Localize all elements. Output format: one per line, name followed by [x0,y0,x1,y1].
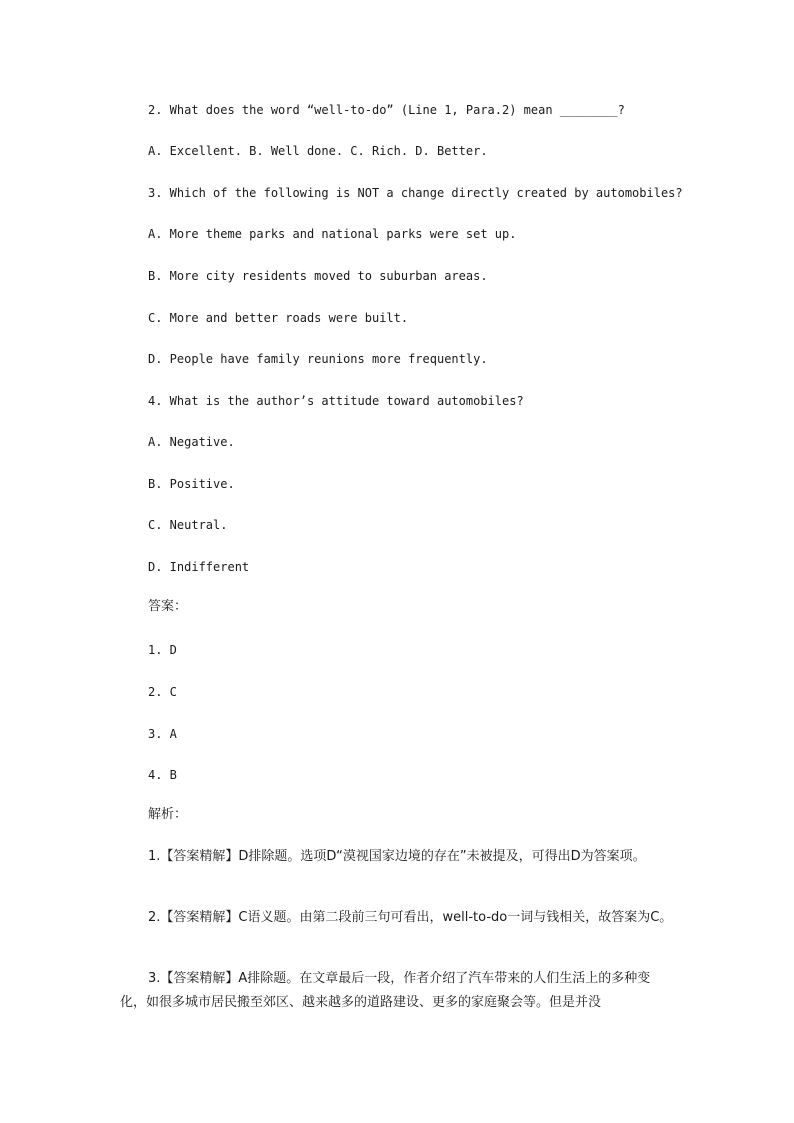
question-3-option-d: D. People have family reunions more frequently. [148,352,488,366]
question-2-options: A. Excellent. B. Well done. C. Rich. D. Better. [148,144,488,158]
question-2-stem: 2. What does the word “well-to-do” (Line 1, Para.2) mean ________? [148,103,625,117]
answer-4: 4. B [148,768,177,782]
answer-1: 1. D [148,643,177,657]
question-3-option-c: C. More and better roads were built. [148,311,409,325]
question-4-option-d: D. Indifferent [148,560,250,574]
question-4-option-b: B. Positive. [148,477,235,491]
question-4-option-c: C. Neutral. [148,518,228,532]
answers-heading: 答案： [148,599,188,614]
analysis-item-3: 3.【答案精解】A排除题。在文章最后一段，作者介绍了汽车带来的人们生活上的多种变化，如很多城市居民搬至郊区、越来越多的道路建设、更多的家庭聚会等。但是并没 [120,971,651,1010]
answer-3: 3. A [148,727,177,741]
question-3-stem: 3. Which of the following is NOT a change directly created by automobiles? [148,186,683,200]
answer-2: 2. C [148,685,177,699]
question-4-stem: 4. What is the author’s attitude toward automobiles? [148,394,524,408]
question-3-option-b: B. More city residents moved to suburban areas. [148,269,488,283]
question-3-option-a: A. More theme parks and national parks were set up. [148,227,517,241]
analysis-item-2: 2.【答案精解】C语义题。由第二段前三句可看出，well-to-do一词与钱相关，故答案为C。 [148,910,673,925]
question-4-option-a: A. Negative. [148,435,235,449]
analysis-item-1: 1.【答案精解】D排除题。选项D“漠视国家边境的存在”未被提及，可得出D为答案项。 [148,849,646,864]
analysis-heading: 解析： [148,807,188,822]
